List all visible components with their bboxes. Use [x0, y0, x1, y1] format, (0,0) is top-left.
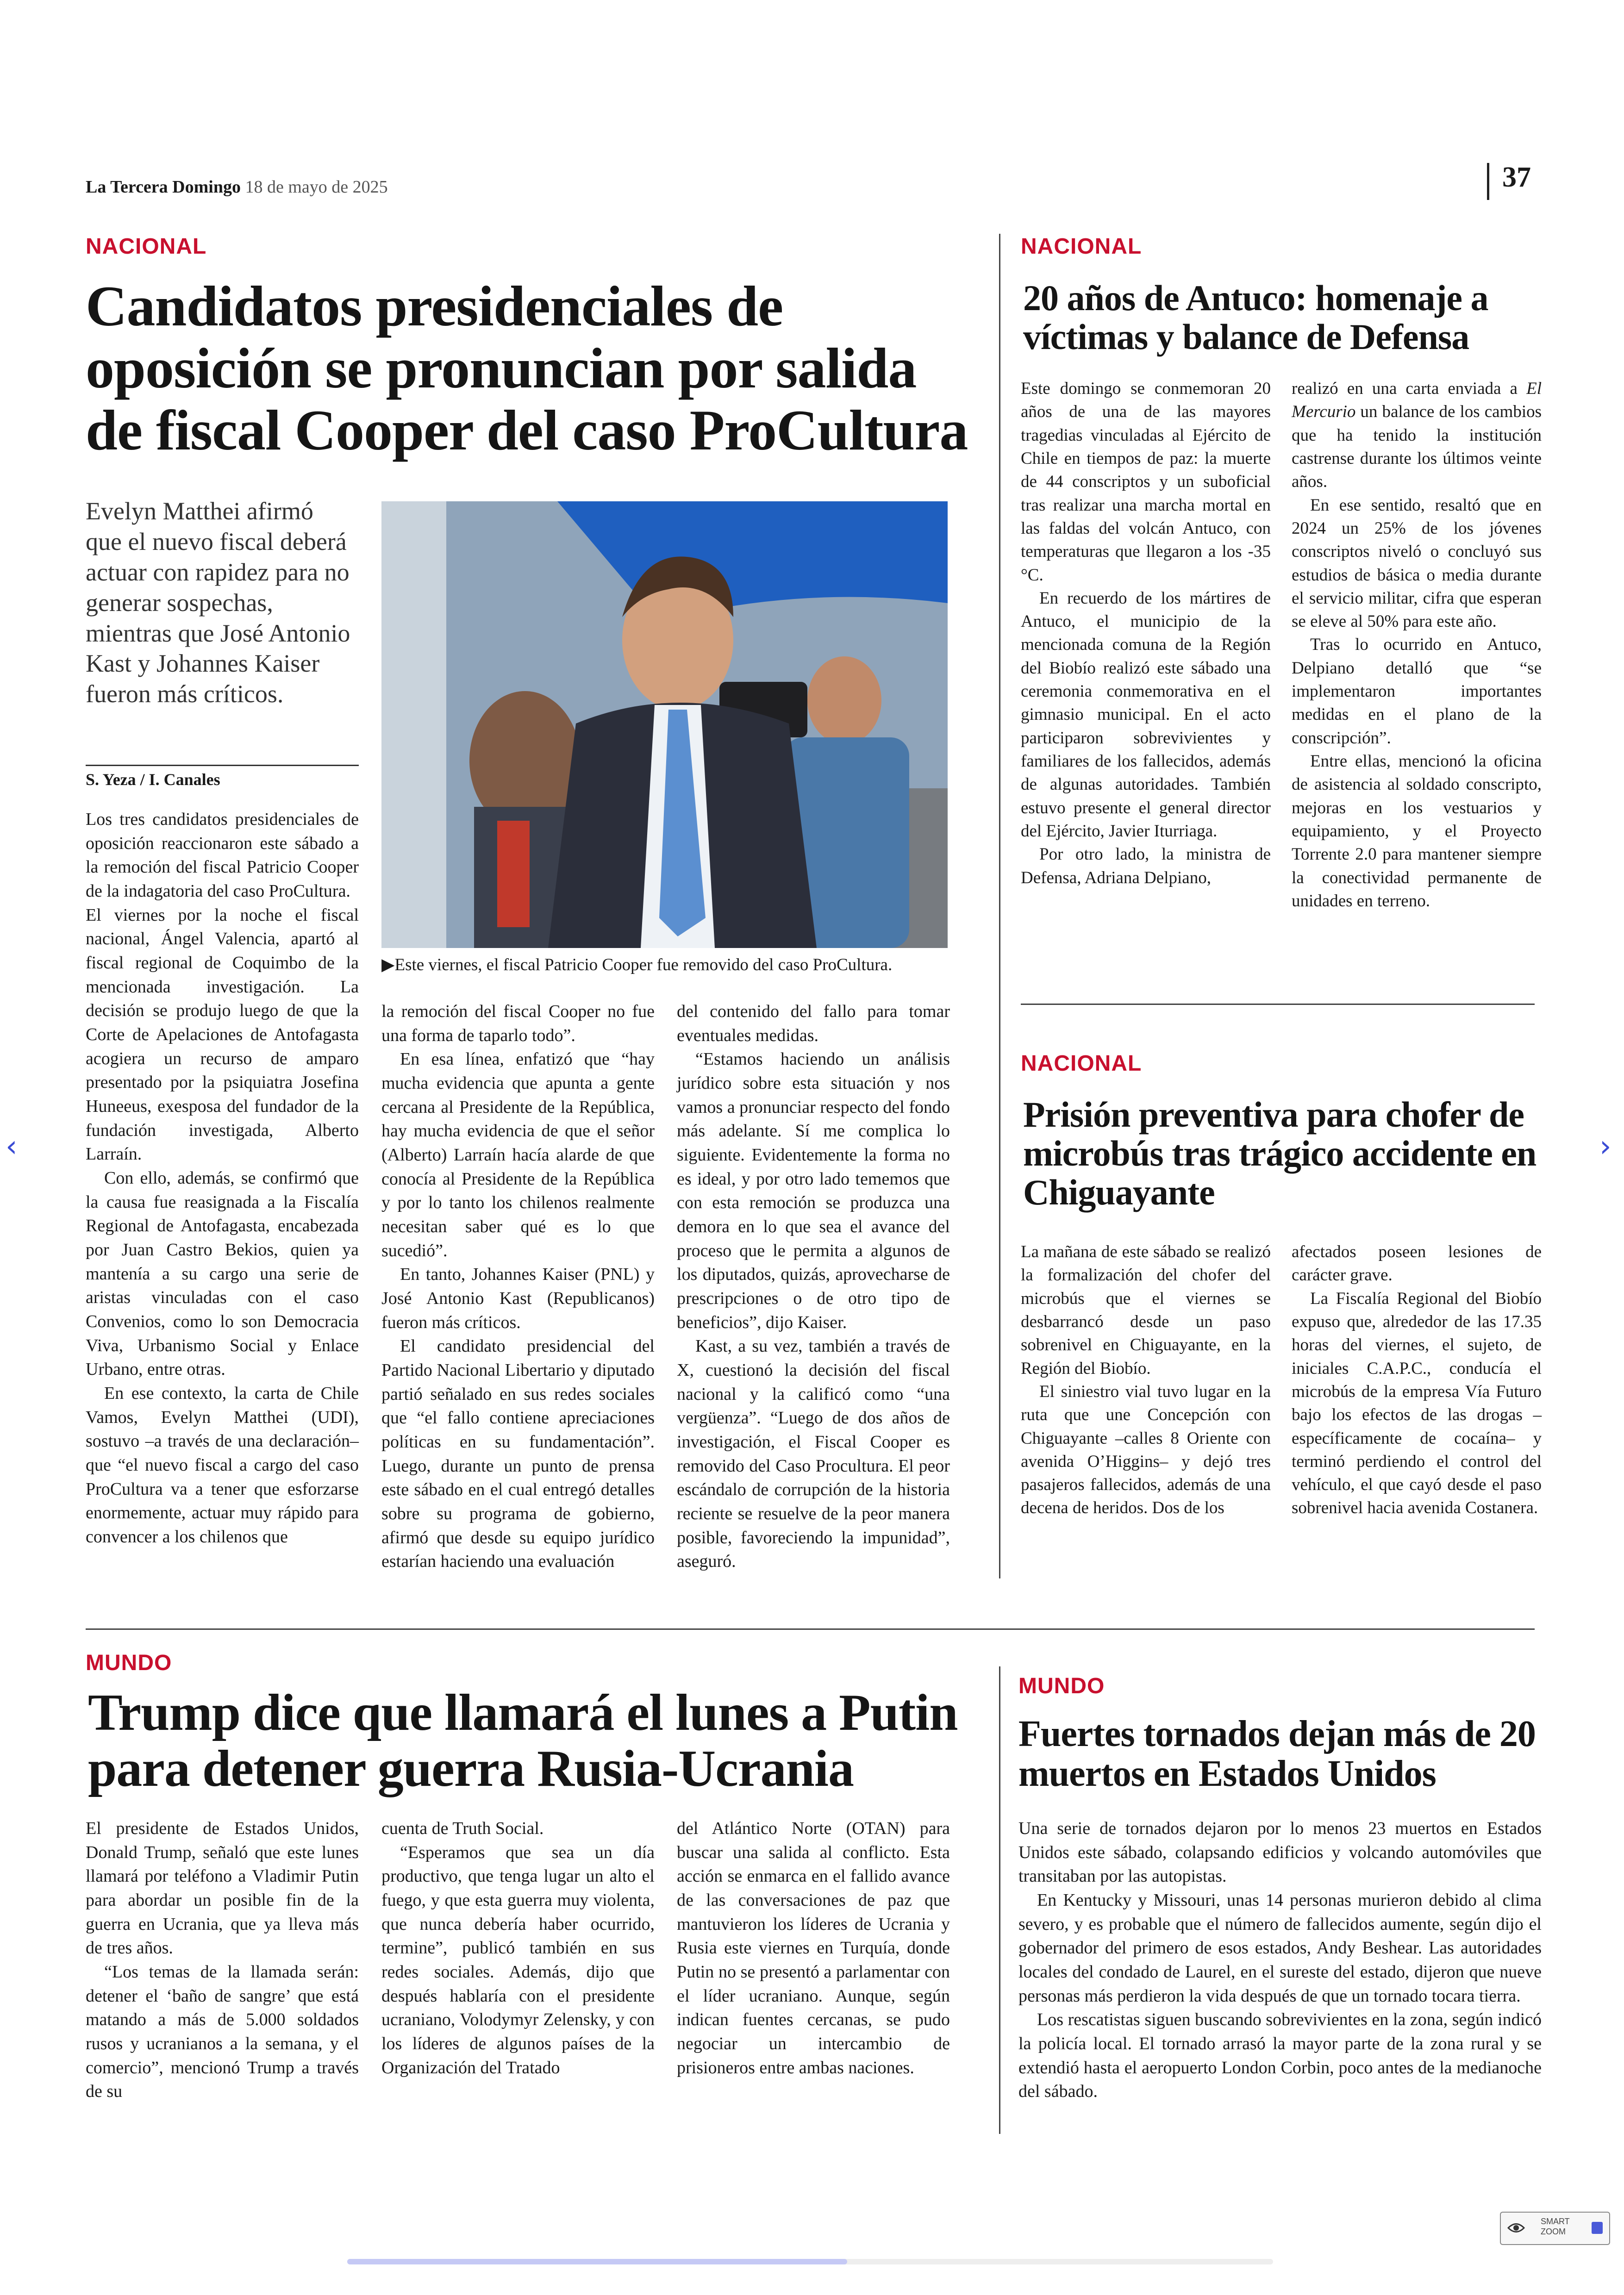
reading-progress-fill	[347, 2259, 847, 2264]
antuco-column-2	[1292, 377, 1542, 913]
antuco-column-1	[1021, 377, 1271, 890]
main-lead: Evelyn Matthei afirmó que el nuevo fiscal deberá actuar con rapidez para no generar sospechas, mientras que José Antonio Kast y Johannes Kaiser fueron más críticos.	[86, 497, 350, 708]
photo-fiscal-cooper	[381, 501, 948, 948]
main-column-2	[381, 1000, 655, 1574]
chiguayante-column-1	[1021, 1241, 1271, 1520]
paragraph: afectados poseen lesiones de carácter grave.	[1292, 1242, 1542, 1285]
paragraph: del contenido del fallo para tomar eventuales medidas.	[677, 1002, 950, 1045]
paragraph: Por otro lado, la ministra de Defensa, Adriana Delpiano,	[1021, 845, 1271, 887]
paragraph: El candidato presidencial del Partido Nacional Libertario y diputado partió señalado en sus redes sociales que “el fallo contiene apreciaciones políticas en su fundamentación”. Luego, durante un punto de prensa este sábado en el cual entregó detalles sobre su programa de gobierno, afirmó que desde su equipo jurídico estarían haciendo una evaluación	[381, 1336, 655, 1572]
trump-column-1	[86, 1817, 359, 2104]
page-number: 37	[1502, 162, 1531, 193]
page-number-divider	[1487, 163, 1489, 200]
photo-illustration	[381, 501, 948, 948]
section-label-nacional: NACIONAL	[86, 234, 207, 259]
tornados-headline: Fuertes tornados dejan más de 20 muertos en Estados Unidos	[1018, 1714, 1536, 1795]
paragraph: Los rescatistas siguen buscando sobrevivientes en la zona, según indicó la policía local. El tornado arrasó la mayor parte de la zona rural y se extendió hasta el aeropuerto London Corbin, poco antes de la medianoche del sábado.	[1018, 2010, 1542, 2102]
paragraph: En Kentucky y Missouri, unas 14 personas murieron debido al clima severo, y es probable que el número de fallecidos aumente, según dijo el gobernador del primero de esos estados, Andy Beshear. Las autoridades locales del condado de Laurel, en el sureste del estado, dijeron que nueve personas más perdieron la vida después de que un tornado tocara tierra.	[1018, 1890, 1542, 2006]
paragraph: “Estamos haciendo un análisis jurídico sobre esta situación y nos vamos a pronunciar respecto del fondo más adelante. Sí me complica lo siguiente. Evidentemente la forma no es ideal, y por otro lado tememos que con esta remoción se produzca una demora en lo que sea el avance del proceso que le permita a algunos de los diputados, quizás, aprovecharse de prescripciones o de otro tipo de beneficios”, dijo Kaiser.	[677, 1049, 950, 1332]
section-divider	[86, 1628, 1535, 1630]
main-column-3	[677, 1000, 950, 1574]
antuco-headline: 20 años de Antuco: homenaje a víctimas y balance de Defensa	[1023, 278, 1488, 357]
newspaper-brand: La Tercera Domingo	[86, 177, 241, 197]
paragraph: Con ello, además, se confirmó que la causa fue reasignada a la Fiscalía Regional de Antofagasta, encabezada por Juan Castro Bekios, quien ya mantenía a su cargo una serie de aristas vinculadas con el caso Convenios, como lo son Democracia Viva, Urbanismo Social y Enlace Urbano, entre otras.	[86, 1168, 359, 1379]
caption-arrow-icon: ▶	[381, 955, 395, 974]
trump-column-3	[677, 1817, 950, 2080]
paragraph: cuenta de Truth Social.	[381, 1819, 544, 1838]
column-divider	[999, 1666, 1000, 2134]
paragraph: Tras lo ocurrido en Antuco, Delpiano detalló que “se implementaron importantes medidas en el plano de la conscripción”.	[1292, 635, 1542, 748]
page-header	[86, 177, 388, 197]
section-label-mundo: MUNDO	[86, 1651, 172, 1675]
paragraph: “Esperamos que sea un día productivo, que tenga lugar un alto el fuego, y que esta guerra muy violenta, que nunca debería haber ocurrido, termine”, publicó también en sus redes sociales. Además, dijo que después hablaría con el presidente ucraniano, Volodymyr Zelensky, y con los líderes de algunos países de la Organización del Tratado	[381, 1842, 655, 2077]
trump-headline: Trump dice que llamará el lunes a Putin para detener guerra Rusia-Ucrania	[88, 1684, 958, 1797]
section-label-mundo: MUNDO	[1018, 1674, 1105, 1698]
smart-zoom-button[interactable]	[1500, 2212, 1610, 2245]
main-column-1	[86, 808, 359, 1549]
paragraph: Este domingo se conmemoran 20 años de una de las mayores tragedias vinculadas al Ejército de Chile en tiempos de paz: la muerte de 44 conscriptos y un suboficial tras realizar una marcha mortal en las faldas del volcán Antuco, con temperaturas que llegaron a los -35 °C.	[1021, 379, 1271, 585]
tornados-body	[1018, 1817, 1542, 2104]
paragraph: En esa línea, enfatizó que “hay mucha evidencia que apunta a gente cercana al Presidente de la República, hay mucha evidencia de que el señor (Alberto) Larraín hacía alarde de que conocía al Presidente de la República y por lo tanto los chilenos realmente necesitan saber qué es lo que sucedió”.	[381, 1049, 655, 1260]
byline-divider	[86, 765, 359, 766]
smart-zoom-label: SMART ZOOM	[1541, 2217, 1570, 2236]
zoom-toggle-icon	[1592, 2222, 1603, 2234]
chevron-right-icon[interactable]: ›	[1599, 1129, 1612, 1164]
newspaper-reference: El Mercurio	[1292, 379, 1542, 422]
paragraph: En recuerdo de los mártires de Antuco, el municipio de la mencionada comuna de la Región del Biobío realizó este sábado una ceremonia conmemorativa en el gimnasio municipal. En el acto participaron sobrevivientes y familiares de los fallecidos, además de algunas autoridades. También estuvo presente el general director del Ejército, Javier Iturriaga.	[1021, 588, 1271, 841]
paragraph: Entre ellas, mencionó la oficina de asistencia al soldado conscripto, mejoras en los vestuarios y equipamiento, y el Proyecto Torrente 2.0 para mantener siempre la conectividad permanente de unidades en terreno.	[1292, 752, 1542, 911]
issue-date: 18 de mayo de 2025	[245, 177, 388, 197]
paragraph: En ese contexto, la carta de Chile Vamos, Evelyn Matthei (UDI), sostuvo –a través de una declaración– que “el nuevo fiscal a cargo del caso ProCultura va a tener que esforzarse enormemente, actuar muy rápido para convencer a los chilenos que	[86, 1384, 359, 1547]
photo-caption: ▶Este viernes, el fiscal Patricio Cooper fue removido del caso ProCultura.	[381, 955, 893, 974]
paragraph: En tanto, Johannes Kaiser (PNL) y José Antonio Kast (Republicanos) fueron más críticos.	[381, 1265, 655, 1332]
paragraph: La mañana de este sábado se realizó la formalización del chofer del microbús que el viernes se desbarrancó desde un paso sobrenivel en Chiguayante, en la Región del Biobío.	[1021, 1242, 1271, 1378]
story-divider	[1021, 1004, 1535, 1005]
section-label-nacional: NACIONAL	[1021, 234, 1142, 259]
paragraph: El viernes por la noche el fiscal nacional, Ángel Valencia, apartó al fiscal regional de Coquimbo de la mencionada investigación. La decisión se produjo luego de que la Corte de Apelaciones de Antofagasta acogiera un recurso de amparo presentado por la psiquiatra Josefina Huneeus, exesposa del fundador de la fundación investigada, Alberto Larraín.	[86, 905, 359, 1164]
paragraph: El presidente de Estados Unidos, Donald Trump, señaló que este lunes llamará por teléfono a Vladimir Putin para abordar un posible fin de la guerra en Ucrania, que ya lleva más de tres años.	[86, 1819, 359, 1958]
paragraph: El siniestro vial tuvo lugar en la ruta que une Concepción con Chiguayante –calles 8 Oriente con avenida O’Higgins– y dejó tres pasajeros fallecidos, además de una decena de heridos. Dos de los	[1021, 1382, 1271, 1518]
paragraph: del Atlántico Norte (OTAN) para buscar una salida al conflicto. Esta acción se enmarca en el fallido avance de las conversaciones de paz que mantuvieron los líderes de Ucrania y Rusia este viernes en Turquía, donde Putin no se presentó a parlamentar con el líder ucraniano. Aunque, según indican fuentes cercanas, se pudo negociar un intercambio de prisioneros entre ambas naciones.	[677, 1819, 950, 2077]
paragraph: En ese sentido, resaltó que en 2024 un 25% de los jóvenes conscriptos niveló o concluyó sus estudios de básica o media durante el servicio militar, cifra que esperan se eleve al 50% para este año.	[1292, 495, 1542, 631]
chiguayante-column-2	[1292, 1241, 1542, 1520]
paragraph: Una serie de tornados dejaron por lo menos 23 muertos en Estados Unidos este sábado, colapsando edificios y volcando automóviles que transitaban por las autopistas.	[1018, 1819, 1542, 1886]
paragraph: La Fiscalía Regional del Biobío expuso que, alrededor de las 17.35 horas del viernes, el sujeto, de iniciales C.A.P.C., conducía el microbús de la empresa Vía Futuro bajo los efectos de las drogas –específicamente de cocaína– y terminó perdiendo el control del vehículo, el que cayó desde el paso sobrenivel hacia avenida Costanera.	[1292, 1289, 1542, 1518]
chiguayante-headline: Prisión preventiva para chofer de microbús tras trágico accidente en Chiguayante	[1023, 1094, 1537, 1213]
chevron-left-icon[interactable]: ‹	[6, 1129, 18, 1164]
column-divider	[999, 234, 1000, 1578]
paragraph: “Los temas de la llamada serán: detener el ‘baño de sangre’ que está matando a más de 5.000 soldados rusos y ucranianos a la semana, y el comercio”, mencionó Trump a través de su	[86, 1962, 359, 2102]
byline: S. Yeza / I. Canales	[86, 770, 220, 789]
paragraph: Los tres candidatos presidenciales de oposición reaccionaron este sábado a la remoción del fiscal Patricio Cooper de la indagatoria del caso ProCultura.	[86, 810, 359, 901]
eye-icon	[1507, 2222, 1525, 2234]
main-headline: Candidatos presidenciales de oposición se pronuncian por salida de fiscal Cooper del caso ProCultura	[86, 274, 968, 462]
paragraph: realizó en una carta enviada a El Mercurio un balance de los cambios que ha tenido la institución castrense durante los últimos veinte años.	[1292, 379, 1542, 492]
paragraph: la remoción del fiscal Cooper no fue una forma de taparlo todo”.	[381, 1002, 655, 1045]
section-label-nacional: NACIONAL	[1021, 1051, 1142, 1076]
trump-column-2	[381, 1817, 655, 2080]
paragraph: Kast, a su vez, también a través de X, cuestionó la decisión del fiscal nacional y la calificó como “una vergüenza”. “Luego de dos años de investigación, el Fiscal Cooper es removido del Caso Procultura. El peor escándalo de corrupción de la historia reciente se resuelve de la peor manera posible, favoreciendo la impunidad”, aseguró.	[677, 1336, 950, 1572]
